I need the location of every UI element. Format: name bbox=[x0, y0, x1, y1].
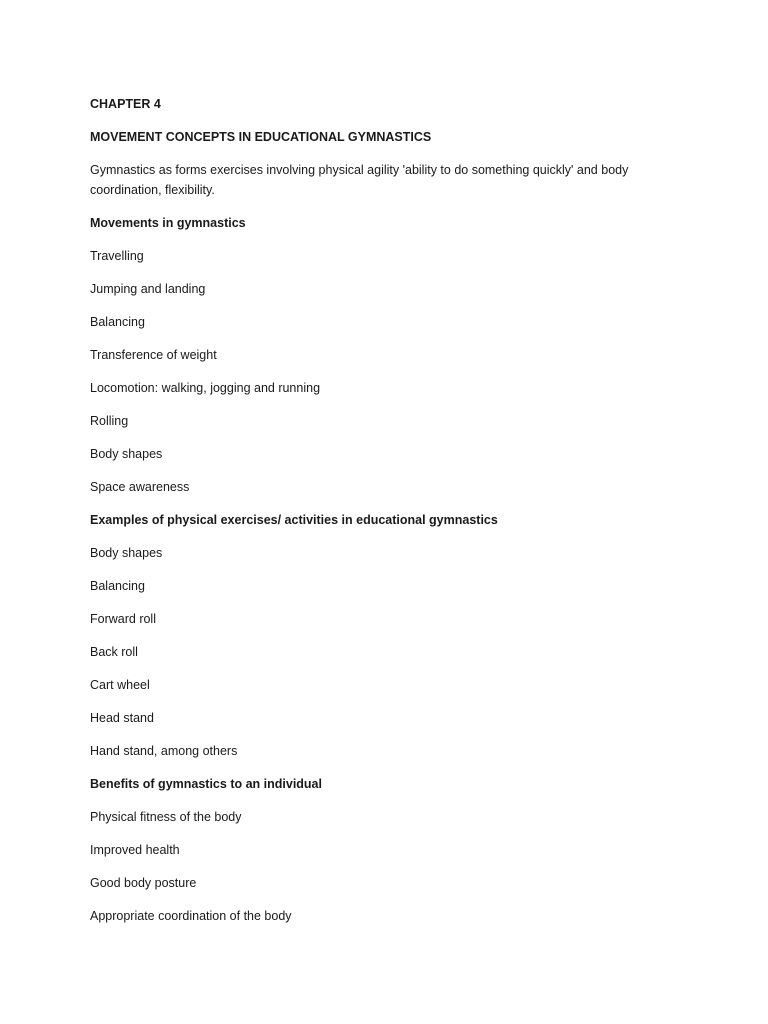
list-item: Balancing bbox=[90, 579, 145, 593]
list-item: Body shapes bbox=[90, 447, 163, 461]
list-item: Transference of weight bbox=[90, 348, 217, 362]
intro-paragraph: Gymnastics as forms exercises involving physical agility 'ability to do something quickly' and body coordination, flexibility. bbox=[90, 163, 629, 197]
list-item: Jumping and landing bbox=[90, 282, 206, 296]
list-item: Improved health bbox=[90, 843, 180, 857]
section-heading-movements: Movements in gymnastics bbox=[90, 216, 246, 230]
list-item: Balancing bbox=[90, 315, 145, 329]
list-item: Good body posture bbox=[90, 876, 197, 890]
list-item: Physical fitness of the body bbox=[90, 810, 242, 824]
list-item: Back roll bbox=[90, 645, 138, 659]
list-item: Forward roll bbox=[90, 612, 156, 626]
list-item: Appropriate coordination of the body bbox=[90, 909, 292, 923]
list-item: Hand stand, among others bbox=[90, 744, 238, 758]
list-item: Head stand bbox=[90, 711, 154, 725]
document-body bbox=[90, 94, 650, 939]
chapter-label: CHAPTER 4 bbox=[90, 97, 161, 111]
chapter-title: MOVEMENT CONCEPTS IN EDUCATIONAL GYMNASTICS bbox=[90, 130, 432, 144]
section-heading-benefits: Benefits of gymnastics to an individual bbox=[90, 777, 322, 791]
list-item: Rolling bbox=[90, 414, 129, 428]
section-heading-examples: Examples of physical exercises/ activities in educational gymnastics bbox=[90, 513, 498, 527]
list-item: Travelling bbox=[90, 249, 144, 263]
list-item: Body shapes bbox=[90, 546, 163, 560]
list-item: Locomotion: walking, jogging and running bbox=[90, 381, 321, 395]
list-item: Cart wheel bbox=[90, 678, 150, 692]
list-item: Space awareness bbox=[90, 480, 190, 494]
